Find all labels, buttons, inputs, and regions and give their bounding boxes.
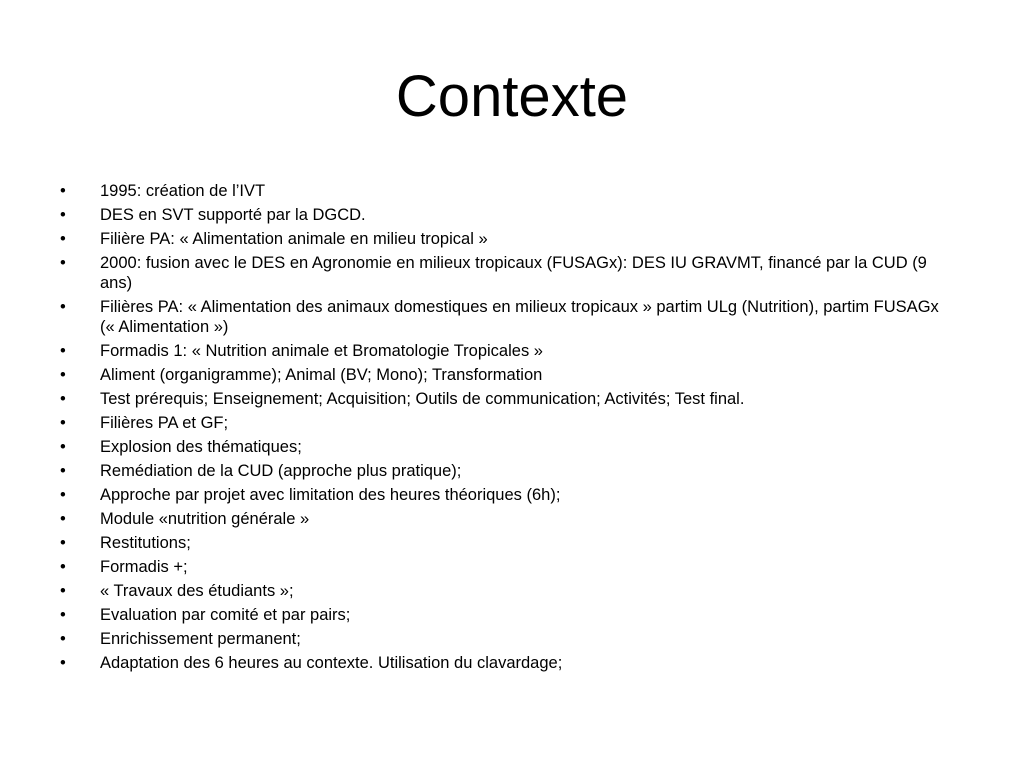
bullet-item (60, 297, 940, 337)
bullet-icon: • (60, 342, 66, 360)
bullet-icon: • (60, 486, 66, 504)
bullet-item (60, 229, 940, 249)
bullet-item (60, 365, 940, 385)
bullet-text: Aliment (organigramme); Animal (BV; Mono); Transformation (100, 366, 543, 384)
bullet-item (60, 581, 940, 601)
bullet-item (60, 253, 940, 293)
bullet-text: Formadis +; (100, 558, 188, 576)
bullet-icon: • (60, 254, 66, 272)
bullet-text: DES en SVT supporté par la DGCD. (100, 206, 366, 224)
bullet-item (60, 485, 940, 505)
bullet-item (60, 181, 940, 201)
bullet-icon: • (60, 206, 66, 224)
bullet-item (60, 437, 940, 457)
bullet-item (60, 629, 940, 649)
bullet-icon: • (60, 654, 66, 672)
bullet-item (60, 205, 940, 225)
bullet-text: Test prérequis; Enseignement; Acquisition; Outils de communication; Activités; Test final. (100, 390, 745, 408)
bullet-list (60, 181, 940, 677)
bullet-text: Adaptation des 6 heures au contexte. Utilisation du clavardage; (100, 654, 563, 672)
bullet-text: Evaluation par comité et par pairs; (100, 606, 351, 624)
bullet-text: Enrichissement permanent; (100, 630, 301, 648)
bullet-text: Filières PA et GF; (100, 414, 229, 432)
bullet-icon: • (60, 462, 66, 480)
bullet-text: 1995: création de l’IVT (100, 182, 266, 200)
bullet-text: Module «nutrition générale » (100, 510, 310, 528)
bullet-icon: • (60, 510, 66, 528)
bullet-icon: • (60, 534, 66, 552)
slide-title: Contexte (395, 64, 629, 129)
bullet-item (60, 461, 940, 481)
bullet-icon: • (60, 414, 66, 432)
bullet-item (60, 389, 940, 409)
bullet-text: Remédiation de la CUD (approche plus pratique); (100, 462, 462, 480)
bullet-icon: • (60, 558, 66, 576)
bullet-text: Filières PA: « Alimentation des animaux domestiques en milieux tropicaux » partim ULg (Nutrition), partim FUSAGx (« Alimentation ») (100, 298, 939, 336)
bullet-icon: • (60, 606, 66, 624)
bullet-item (60, 413, 940, 433)
bullet-icon: • (60, 582, 66, 600)
bullet-item (60, 557, 940, 577)
bullet-icon: • (60, 630, 66, 648)
bullet-text: Formadis 1: « Nutrition animale et Bromatologie Tropicales » (100, 342, 543, 360)
bullet-icon: • (60, 298, 66, 316)
bullet-text: Approche par projet avec limitation des heures théoriques (6h); (100, 486, 561, 504)
bullet-icon: • (60, 366, 66, 384)
bullet-icon: • (60, 438, 66, 456)
bullet-text: Restitutions; (100, 534, 191, 552)
bullet-icon: • (60, 390, 66, 408)
bullet-item (60, 341, 940, 361)
bullet-icon: • (60, 182, 66, 200)
bullet-item (60, 605, 940, 625)
bullet-text: 2000: fusion avec le DES en Agronomie en milieux tropicaux (FUSAGx): DES IU GRAVMT, financé par la CUD (9 ans) (100, 254, 927, 292)
bullet-item (60, 509, 940, 529)
bullet-text: Filière PA: « Alimentation animale en milieu tropical » (100, 230, 488, 248)
bullet-text: Explosion des thématiques; (100, 438, 302, 456)
bullet-item (60, 533, 940, 553)
bullet-item (60, 653, 940, 673)
bullet-icon: • (60, 230, 66, 248)
bullet-text: « Travaux des étudiants »; (100, 582, 294, 600)
